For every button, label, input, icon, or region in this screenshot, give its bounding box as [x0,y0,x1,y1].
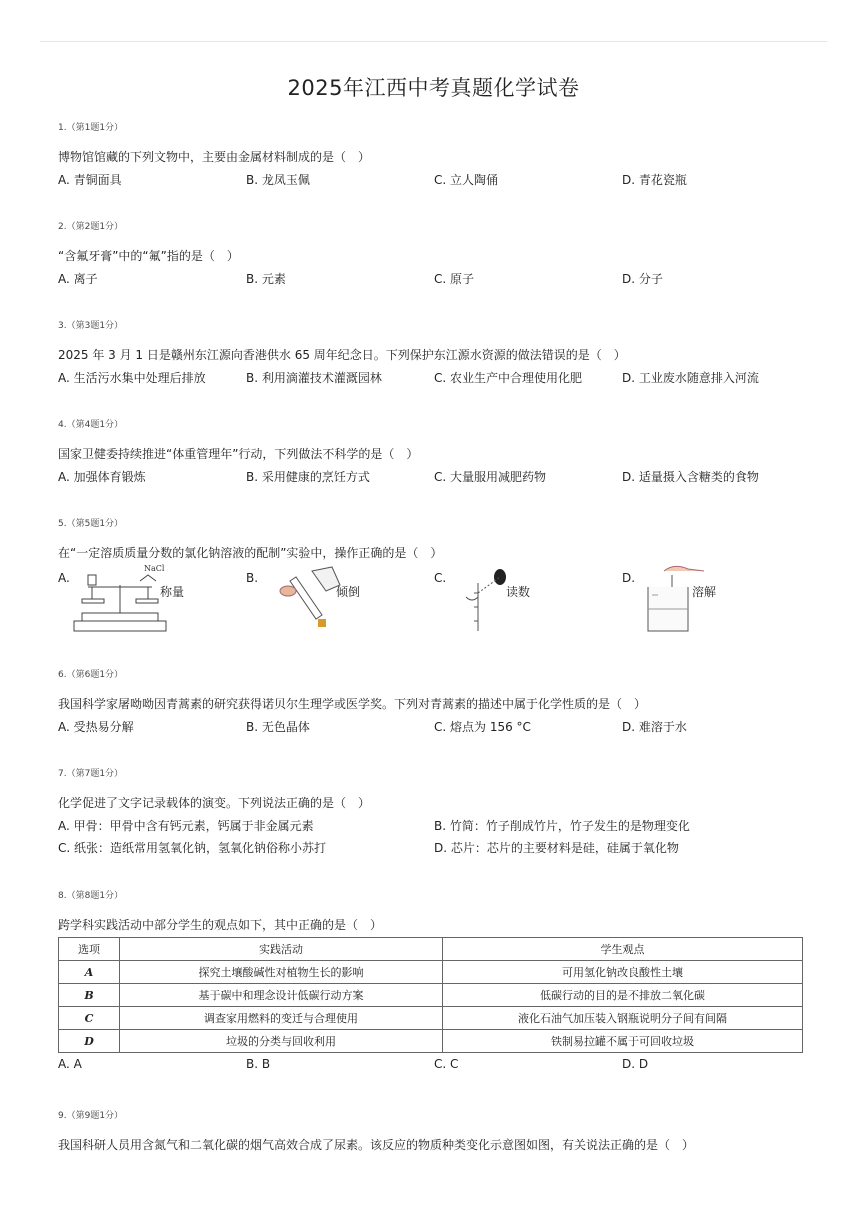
options-row-2 [58,839,803,861]
option-b[interactable]: B. 竹简：竹子削成竹片，竹子发生的是物理变化 [434,819,690,833]
question-stem: 2025 年 3 月 1 日是赣州东江源向香港供水 65 周年纪念日。下列保护东江源水资源的做法错误的是（ ） [58,348,626,362]
options-row-1 [58,817,803,839]
table-header: 学生观点 [443,938,803,961]
option-label: C. [434,571,447,585]
caption-weigh: 称量 [160,585,185,599]
option-b[interactable]: B. 龙凤玉佩 [246,173,310,187]
question-6 [58,668,803,738]
question-stem: 我国科学家屠呦呦因青蒿素的研究获得诺贝尔生理学或医学奖。下列对青蒿素的描述中属于化学性质的是（ ） [58,697,647,711]
table-cell: 垃圾的分类与回收利用 [120,1030,443,1053]
image-options [58,564,803,641]
table-cell: 可用氢化钠改良酸性土壤 [443,961,803,984]
question-number: 2.（第2题1分） [58,222,124,232]
option-b[interactable]: B. 采用健康的烹饪方式 [246,470,370,484]
table-row [59,984,803,1007]
option-a[interactable]: A. 青铜面具 [58,173,122,187]
question-stem: “含氟牙膏”中的“氟”指的是（ ） [58,249,239,263]
table-cell: A [59,961,120,984]
option-c[interactable]: C. 原子 [434,272,475,286]
option-a[interactable]: A. 受热易分解 [58,720,134,734]
option-label: D. [622,571,636,585]
option-c[interactable]: C. C [434,1057,459,1071]
question-number: 7.（第7题1分） [58,769,124,779]
option-d[interactable]: D. 芯片：芯片的主要材料是硅，硅属于氧化物 [434,841,679,855]
question-number: 4.（第4题1分） [58,420,124,430]
table-cell: 基于碳中和理念设计低碳行动方案 [120,984,443,1007]
table-header-row [59,938,803,961]
table-header: 选项 [59,938,120,961]
question-8 [58,889,803,1077]
caption-pour: 倾倒 [336,585,361,599]
options [58,1057,803,1077]
question-stem: 国家卫健委持续推进“体重管理年”行动，下列做法不科学的是（ ） [58,447,419,461]
question-2 [58,220,803,290]
table-cell: C [59,1007,120,1030]
table-row [59,961,803,984]
option-d[interactable]: D. D [622,1057,649,1071]
option-c[interactable]: C. 大量服用减肥药物 [434,470,547,484]
question-3 [58,319,803,389]
option-d[interactable]: D. 青花瓷瓶 [622,173,687,187]
option-a[interactable]: A. 加强体育锻炼 [58,470,146,484]
table-cell: 低碳行动的目的是不排放二氧化碳 [443,984,803,1007]
option-a[interactable]: A. 生活污水集中处理后排放 [58,371,206,385]
option-c[interactable]: C. 农业生产中合理使用化肥 [434,371,583,385]
question-stem: 化学促进了文字记录载体的演变。下列说法正确的是（ ） [58,796,371,810]
option-d[interactable]: D. 工业废水随意排入河流 [622,371,759,385]
table-cell: 液化石油气加压装入钢瓶说明分子间有间隔 [443,1007,803,1030]
option-a[interactable] [58,564,185,599]
table-header: 实践活动 [120,938,443,961]
table-cell: 探究土壤酸碱性对植物生长的影响 [120,961,443,984]
question-5 [58,517,803,641]
caption-read: 读数 [506,585,531,599]
question-number: 6.（第6题1分） [58,670,124,680]
question-1 [58,121,803,191]
views-table [58,937,803,1053]
question-number: 1.（第1题1分） [58,123,124,133]
option-d[interactable] [622,567,717,599]
caption-dissolve: 溶解 [692,585,717,599]
option-label: A. [58,571,70,585]
options [58,718,803,738]
question-number: 3.（第3题1分） [58,321,124,331]
header-divider [40,41,827,42]
options [58,468,803,488]
question-number: 8.（第8题1分） [58,891,124,901]
option-b[interactable]: B. B [246,1057,271,1071]
table-row [59,1030,803,1053]
question-stem: 在“一定溶质质量分数的氯化钠溶液的配制”实验中，操作正确的是（ ） [58,546,443,560]
option-a[interactable]: A. 离子 [58,272,98,286]
question-number: 9.（第9题1分） [58,1111,124,1121]
question-stem: 跨学科实践活动中部分学生的观点如下，其中正确的是（ ） [58,918,383,932]
option-c[interactable]: C. 立人陶俑 [434,173,499,187]
table-cell: 铁制易拉罐不属于可回收垃圾 [443,1030,803,1053]
nacl-label: NaCl [144,564,165,573]
option-b[interactable]: B. 无色晶体 [246,720,310,734]
option-d[interactable]: D. 分子 [622,272,663,286]
option-label: B. [246,571,259,585]
option-c[interactable]: C. 熔点为 156 °C [434,720,531,734]
options [58,171,803,191]
question-7 [58,767,803,861]
question-stem: 博物馆馆藏的下列文物中，主要由金属材料制成的是（ ） [58,150,371,164]
option-d[interactable]: D. 适量摄入含糖类的食物 [622,470,759,484]
option-a[interactable]: A. 甲骨：甲骨中含有钙元素，钙属于非金属元素 [58,819,314,833]
table-cell: 调查家用燃料的变迁与合理使用 [120,1007,443,1030]
table-cell: B [59,984,120,1007]
question-stem: 我国科研人员用含氮气和二氧化碳的烟气高效合成了尿素。该反应的物质种类变化示意图如图，有关说法正确的是（ ） [58,1138,695,1152]
table-cell: D [59,1030,120,1053]
option-b[interactable] [246,567,361,599]
option-a[interactable]: A. A [58,1057,82,1071]
option-c[interactable] [434,567,531,599]
page-title: 2025年江西中考真题化学试卷 [287,76,580,100]
question-4 [58,418,803,488]
options [58,369,803,389]
table-row [59,1007,803,1030]
option-c[interactable]: C. 纸张：造纸常用氢氧化钠，氢氧化钠俗称小苏打 [58,841,327,855]
question-9 [58,1109,803,1153]
options [58,270,803,290]
option-b[interactable]: B. 元素 [246,272,286,286]
question-number: 5.（第5题1分） [58,519,124,529]
option-d[interactable]: D. 难溶于水 [622,720,687,734]
option-b[interactable]: B. 利用滴灌技术灌溉园林 [246,371,382,385]
